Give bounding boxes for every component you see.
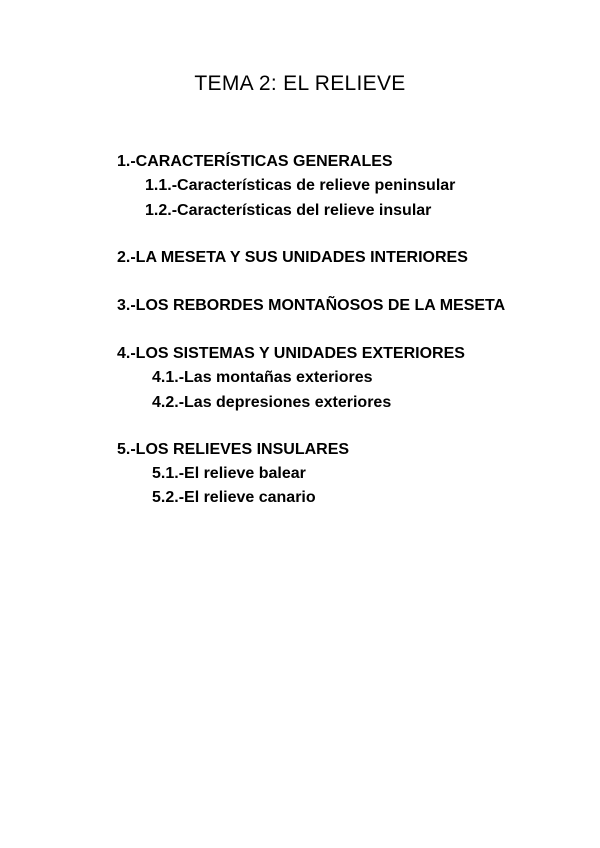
subsection-5-2: 5.2.-El relieve canario xyxy=(152,489,316,506)
section-heading-2: 2.-LA MESETA Y SUS UNIDADES INTERIORES xyxy=(117,249,468,266)
section-heading-4: 4.-LOS SISTEMAS Y UNIDADES EXTERIORES xyxy=(117,345,465,362)
page-title: TEMA 2: EL RELIEVE xyxy=(194,72,406,95)
subsection-4-2: 4.2.-Las depresiones exteriores xyxy=(152,394,392,411)
section-heading-5: 5.-LOS RELIEVES INSULARES xyxy=(117,441,350,458)
subsection-1-2: 1.2.-Características del relieve insular xyxy=(145,202,432,219)
section-heading-1: 1.-CARACTERÍSTICAS GENERALES xyxy=(117,153,393,170)
subsection-5-1: 5.1.-El relieve balear xyxy=(152,465,306,482)
section-heading-3: 3.-LOS REBORDES MONTAÑOSOS DE LA MESETA xyxy=(117,297,506,314)
subsection-4-1: 4.1.-Las montañas exteriores xyxy=(152,369,373,386)
subsection-1-1: 1.1.-Características de relieve peninsular xyxy=(145,177,456,194)
